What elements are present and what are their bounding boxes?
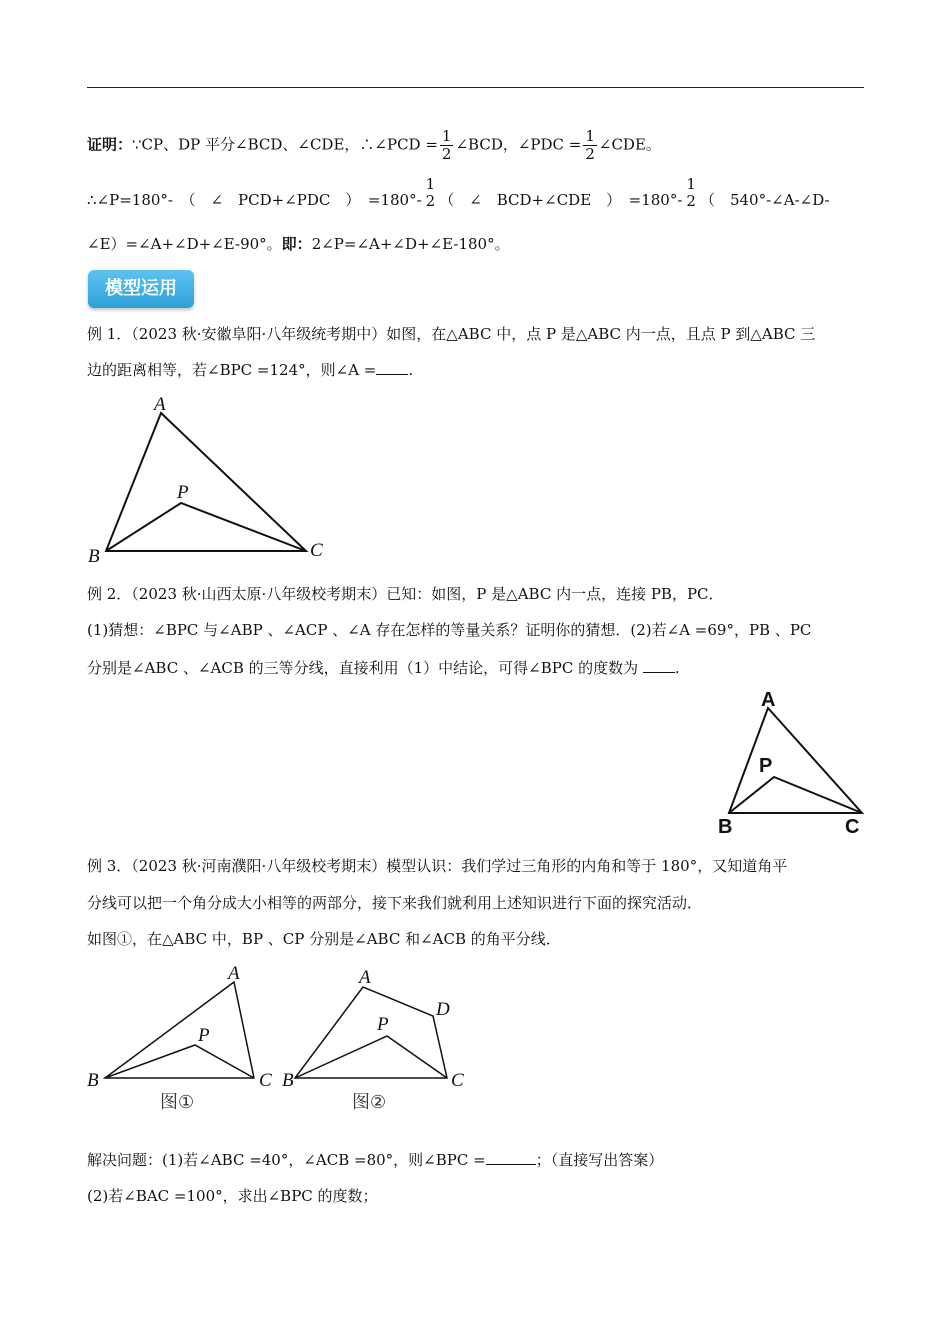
label-b: B bbox=[718, 816, 733, 838]
answer-blank bbox=[486, 1150, 536, 1165]
label-a: A bbox=[761, 689, 776, 711]
label-d: D bbox=[436, 999, 450, 1020]
label-p: P bbox=[198, 1025, 210, 1046]
proof-line-3 bbox=[87, 234, 510, 254]
label-c: C bbox=[845, 816, 860, 838]
example3-line-2: 分线可以把一个角分成大小相等的两部分，接下来我们就利用上述知识进行下面的探究活动． bbox=[87, 894, 703, 912]
proof-text-1a: ∵CP、DP 平分∠BCD、∠CDE，∴∠PCD = bbox=[132, 135, 438, 154]
figure-triangle-3 bbox=[80, 960, 280, 1120]
figure-caption-1: 图① bbox=[160, 1092, 195, 1113]
label-c: C bbox=[310, 540, 323, 561]
label-c: C bbox=[451, 1070, 464, 1091]
triangle-abc bbox=[106, 413, 306, 551]
label-b: B bbox=[88, 546, 100, 567]
answer-blank bbox=[376, 360, 408, 375]
proof-label: 证明： bbox=[87, 135, 133, 154]
fraction-half: $\frac{1}{2}$ bbox=[441, 127, 452, 163]
example2-line-1: 例 2．（2023 秋·山西太原·八年级校考期末）已知：如图，P 是△ABC 内一点，连接 PB，PC． bbox=[87, 585, 724, 603]
fraction-half: $\frac{1}{2}$ bbox=[585, 127, 595, 163]
figure-pentagon-4 bbox=[280, 960, 480, 1120]
label-c: C bbox=[259, 1070, 272, 1091]
proof-text-3b: 即： bbox=[281, 235, 312, 253]
section-badge: 模型运用 bbox=[88, 270, 194, 308]
proof-line-2 bbox=[87, 175, 830, 218]
label-b: B bbox=[282, 1070, 294, 1091]
answer-blank bbox=[643, 658, 675, 673]
example3-question-1: 解决问题：(1)若∠ABC =40°，∠ACB =80°，则∠BPC = ；（直接写出答案） bbox=[87, 1151, 664, 1169]
example1-line-2: 边的距离相等，若∠BPC =124°，则∠A = . bbox=[87, 361, 414, 379]
segments-bp-cp bbox=[106, 503, 306, 551]
label-a: A bbox=[359, 967, 371, 988]
figure-triangle-1 bbox=[80, 390, 340, 570]
proof-text-3a: ∠E）=∠A+∠D+∠E-90°。 bbox=[87, 235, 282, 253]
label-a: A bbox=[228, 963, 240, 984]
quadrilateral-abcd bbox=[295, 987, 447, 1078]
example3-line-1: 例 3．（2023 秋·河南濮阳·八年级校考期末）模型认识：我们学过三角形的内角和等于 180°，又知道角平 bbox=[87, 857, 788, 875]
label-p: P bbox=[177, 482, 189, 503]
label-b: B bbox=[87, 1070, 99, 1091]
example3-line-3: 如图①，在△ABC 中，BP 、CP 分别是∠ABC 和∠ACB 的角平分线． bbox=[87, 930, 561, 948]
header-rule bbox=[87, 87, 864, 88]
example2-line-3: 分别是∠ABC 、∠ACB 的三等分线，直接利用（1）中结论，可得∠BPC 的度数为 . bbox=[87, 659, 680, 677]
segments-bp-cp bbox=[295, 1036, 447, 1078]
label-a: A bbox=[154, 394, 166, 415]
figure-caption-2: 图② bbox=[352, 1092, 387, 1113]
proof-text-1c: ∠CDE。 bbox=[598, 135, 661, 154]
triangle-abc bbox=[105, 982, 254, 1078]
proof-text-1b: ∠BCD，∠PDC = bbox=[455, 135, 582, 154]
proof-text-3c: 2∠P=∠A+∠D+∠E-180°。 bbox=[311, 235, 510, 253]
example2-line-2: (1)猜想：∠BPC 与∠ABP 、∠ACP 、∠A 存在怎样的等量关系？证明你的猜想．(2)若∠A =69°，PB 、PC bbox=[87, 621, 812, 639]
proof-text-2a: ∴∠P=180°- （ ∠ PCD+∠PDC ） =180°- bbox=[87, 191, 422, 209]
example1-line-1: 例 1．（2023 秋·安徽阜阳·八年级统考期中）如图，在△ABC 中，点 P 是△ABC 内一点，且点 P 到△ABC 三 bbox=[87, 325, 816, 343]
fraction-half: 1 2 bbox=[425, 175, 436, 210]
example3-question-2: (2)若∠BAC =100°，求出∠BPC 的度数； bbox=[87, 1187, 378, 1205]
proof-line-1 bbox=[87, 128, 661, 163]
label-p: P bbox=[759, 755, 773, 777]
label-p: P bbox=[377, 1014, 389, 1035]
fraction-half: 1 2 bbox=[686, 175, 696, 210]
figure-triangle-2 bbox=[712, 685, 872, 838]
proof-text-2c: （ 540°-∠A-∠D- bbox=[699, 191, 830, 209]
segments-bp-cp bbox=[729, 777, 862, 813]
proof-text-2b: （ ∠ BCD+∠CDE ） =180°- bbox=[439, 191, 683, 209]
